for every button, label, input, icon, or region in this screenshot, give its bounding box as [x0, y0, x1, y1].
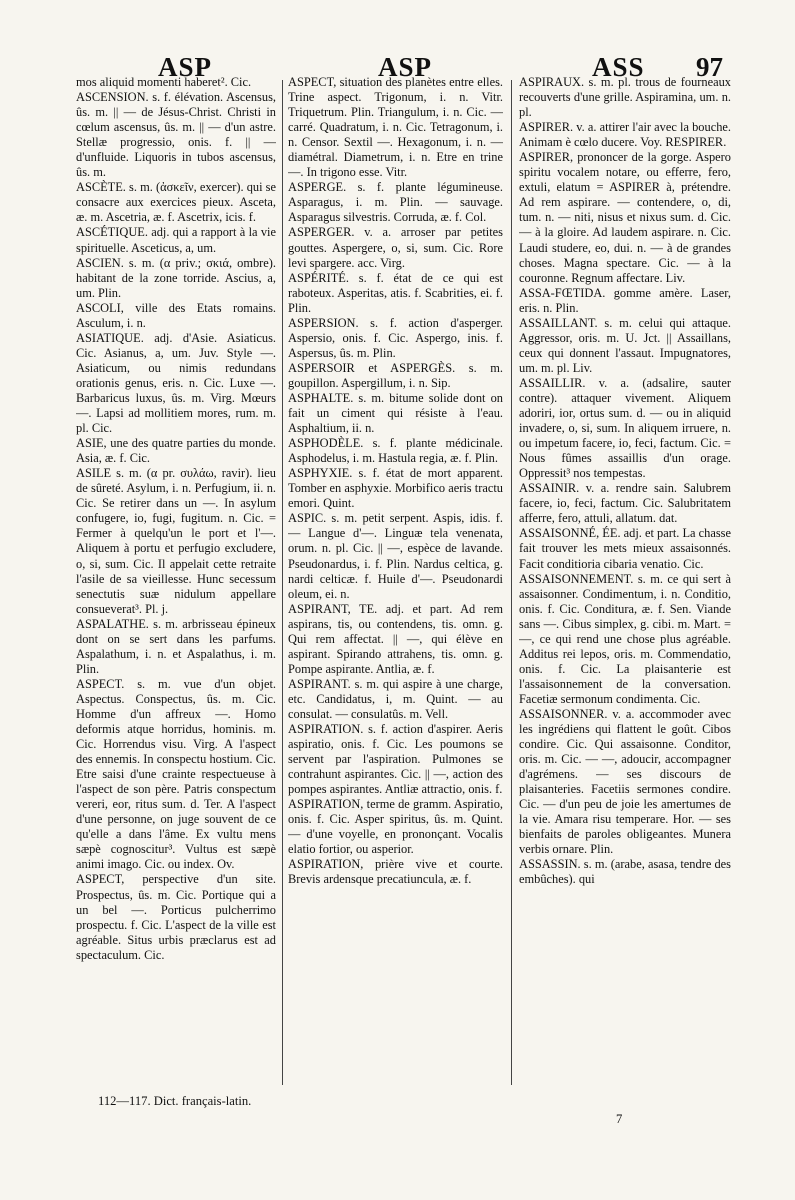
column-divider-1	[282, 80, 283, 1085]
entry: ASPERSOIR et ASPERGÈS. s. m. goupillon. Aspergillum, i. n. Sip.	[288, 360, 503, 390]
entry: ASPIRER, prononcer de la gorge. Aspero spiritu vocalem notare, ou efferre, fero, extuli, elatum = ASPIRER à, prétendre. Ad rem aspirare. — contendere, o, di, tum. n. — niti, nisus et nixus sum. d. Cic. — à la gloire. Ad laudem aspirare. n. Cic. Laudi studere, eo, dui. n. — à de grandes choses. Magna spectare. Cic. — à la couronne. Regnum affectare. Liv.	[519, 150, 731, 285]
entry: ASPIRATION. s. f. action d'aspirer. Aeris aspiratio, onis. f. Cic. Les poumons se servent par l'aspiration. Pulmones se contrahunt aspirantes. Cic. || —, action des pompes aspirantes. Antliæ attractio, onis. f.	[288, 722, 503, 797]
entry: ASSAISONNER. v. a. accommoder avec les ingrédiens qui flattent le goût. Cibos condire. Cic. Qui assaisonne. Conditor, oris. m. Cic. — —, adoucir, accompagner d'agrémens. — ses discours de plaisanteries. Facetiis sermones condire. Cic. — d'un peu de joie les amertumes de la vie. Amara risu temperare. Hor. — ses bienfaits de paroles obligeantes. Munera verbis ornare. Plin.	[519, 706, 731, 857]
entry: ASPECT, situation des planètes entre elles. Trine aspect. Trigonum, i. n. Vitr. Triquetrum. Plin. Triangulum, i. n. Cic. — carré. Quadratum, i. n. Cic. Tetragonum, i. n. Censor. Sextil —. Hexagonum, i. n. — diamétral. Diametrum, i. n. Etre en trine —. In trigono esse. Vitr.	[288, 75, 503, 180]
entry: ASSAISONNÉ, ÉE. adj. et part. La chasse fait trouver les mets mieux assaisonnés. Facit conditioria cibaria venatio. Cic.	[519, 526, 731, 571]
entry: ASSAISONNEMENT. s. m. ce qui sert à assaisonner. Condimentum, i. n. Conditio, onis. f. Cic. Conditura, æ. f. Sen. Viande sans —. Cibus simplex, g. cibi. m. Mart. = —, ce qui rend une chose plus agréable. Additus rei lepos, oris. m. Commendatio, onis. f. Cic. La plaisanterie est l'assaisonnement de la conversation. Facetiæ sermonum condimenta. Cic.	[519, 571, 731, 706]
column-3	[519, 75, 731, 1090]
page-number: 97	[696, 52, 723, 82]
entry: ASILE s. m. (α pr. συλάω, ravir). lieu de sûreté. Asylum, i. n. Perfugium, ii. n. Cic. Se retirer dans un —. In asylum confugere, io, fugi, fugitum. n. Cic. = Fermer à quelqu'un le port et l'—. Aliquem à portu et perfugio excludere, o, si, sum. Cic. Il appelait cette retraite l'asile de sa vieillesse. Hunc secessum senectutis suæ nidulum appellare consueverat³. Pl. j.	[76, 466, 276, 616]
entry: ASPERGER. v. a. arroser par petites gouttes. Aspergere, o, si, sum. Cic. Rore levi spargere. acc. Virg.	[288, 225, 503, 270]
column-2	[288, 75, 503, 1090]
entry: ASCÈTE. s. m. (ἀσκεῖν, exercer). qui se consacre aux exercices pieux. Asceta, æ. m. Ascetria, æ. f. Ascetrix, icis. f.	[76, 180, 276, 225]
entry: mos aliquid momenti haberet². Cic.	[76, 75, 252, 89]
column-1	[76, 75, 276, 1090]
entry: ASPHALTE. s. m. bitume solide dont on fait un ciment qui résiste à l'eau. Asphaltium, ii. n.	[288, 390, 503, 436]
entry: ASPIRANT. s. m. qui aspire à une charge, etc. Candidatus, i, m. Quint. — au consulat. — consulatûs. m. Vell.	[288, 676, 503, 721]
entry: ASIE, une des quatre parties du monde. Asia, æ. f. Cic.	[76, 436, 276, 466]
entry: ASPERGE. s. f. plante légumineuse. Asparagus, i. m. Plin. — sauvage. Asparagus silvestris. Corruda, æ. f. Col.	[288, 180, 503, 225]
entry: ASSAILLIR. v. a. (adsalire, sauter contre). attaquer vivement. Aliquem adoriri, ior, ortus sum. d. — ou in aliquid invadere, o, si, sum. In aliquem irruere, n. ou impetum facere, io, feci, factum. Cic. = Nous fûmes assaillis d'un orage. Oppressit³ nos tempestas.	[519, 375, 731, 481]
entry: ASPIRAUX. s. m. pl. trous de fourneaux recouverts d'une grille. Aspiramina, um. n. pl.	[519, 75, 731, 120]
entry: ASPIRANT, TE. adj. et part. Ad rem aspirans, tis, ou contendens, tis. omn. g. Qui rem affectat. || —, qui élève en aspirant. Spirando attrahens, tis. omn. g. Pompe aspirante. Antlia, æ. f.	[288, 601, 503, 676]
printer-signature: 112—117. Dict. français-latin.	[98, 1094, 252, 1108]
header-guide-word-left: ASP	[158, 52, 213, 82]
entry: ASCOLI, ville des Etats romains. Asculum, i. n.	[76, 300, 276, 330]
entry: ASPIRATION, prière vive et courte. Brevis ardensque precatiuncula, æ. f.	[288, 857, 503, 887]
entry: ASPECT, perspective d'un site. Prospectus, ûs. m. Cic. Portique qui a un bel —. Porticus pulcherrimo prospectu. f. Cic. L'aspect de la ville est agréable. Situs urbis præclarus est ad spectaculum. Cic.	[76, 872, 276, 962]
entry: ASPIC. s. m. petit serpent. Aspis, idis. f. — Langue d'—. Linguæ tela venenata, orum. n. pl. Cic. || —, espèce de lavande. Pseudonardus, i. f. Plin. Nardus celtica, g. nardi celticæ. f. Huile d'—. Pseudonardi oleum, ei. n.	[288, 511, 503, 601]
entry: ASPHODÈLE. s. f. plante médicinale. Asphodelus, i. m. Hastula regia, æ. f. Plin.	[288, 436, 503, 466]
entry: ASPERSION. s. f. action d'asperger. Aspersio, onis. f. Cic. Aspergo, inis. f. Aspersus, ûs. m. Plin.	[288, 315, 503, 360]
entry: ASSA-FŒTIDA. gomme amère. Laser, eris. n. Plin.	[519, 285, 731, 315]
entry: ASCENSION. s. f. élévation. Ascensus, ûs. m. || — de Jésus-Christ. Christi in cœlum ascensus, ûs. m. || — d'un astre. Stellæ progressio, onis. f. || — d'unfluide. Liquoris in tubos ascensus, ûs. m.	[76, 90, 276, 180]
entry: ASSAILLANT. s. m. celui qui attaque. Aggressor, oris. m. U. Jct. || Assaillans, ceux qui donnent l'assaut. Impugnatores, um. m. pl. Liv.	[519, 315, 731, 375]
entry: ASCIEN. s. m. (α priv.; σκιά, ombre). habitant de la zone torride. Ascius, a, um. Plin.	[76, 255, 276, 300]
column-divider-2	[511, 80, 512, 1085]
entry: ASPALATHE. s. m. arbrisseau épineux dont on se sert dans les parfums. Aspalathum, i. n. et Aspalathus, i. m. Plin.	[76, 616, 276, 676]
entry: ASPHYXIE. s. f. état de mort apparent. Tomber en asphyxie. Morbifico aeris tractu emori. Quint.	[288, 466, 503, 511]
header-guide-word-right: ASS	[592, 52, 645, 82]
entry: ASPIRATION, terme de gramm. Aspiratio, onis. f. Cic. Asper spiritus, ûs. m. Quint. — d'une voyelle, en prononçant. Vocalis elatio fortior, ou asperior.	[288, 797, 503, 857]
entry: ASIATIQUE. adj. d'Asie. Asiaticus. Cic. Asianus, a, um. Juv. Style —. Asiaticum, ou nimis redundans orationis genus, eris. n. Cic. Luxe —. Barbaricus luxus, ûs. m. Virg. Mœurs —. Lapsi ad mollitiem mores, rum. m. pl. Cic.	[76, 330, 276, 436]
header-guide-word-center: ASP	[378, 52, 433, 82]
entry: ASPECT. s. m. vue d'un objet. Aspectus. Conspectus, ûs. m. Cic. Homme d'un affreux —. Homo deformis atque horridus, hominis. m. Cic. Horrendus visu. Virg. A l'aspect des ennemis. In conspectu hostium. Cic. Etre saisi d'une crainte respectueuse à l'aspect de son père. Patris conspectum vereri, eor, ritus sum. d. Ter. A l'aspect d'une personne, on juge souvent de ce qu'elle a dans l'âme. Ex vultu mens sæpè cognoscitur³. Vultus est sæpè animi imago. Cic. ou index. Ov.	[76, 676, 276, 872]
entry: ASSASSIN. s. m. (arabe, asasa, tendre des embûches). qui	[519, 857, 731, 887]
entry: ASPIRER. v. a. attirer l'air avec la bouche. Animam è cœlo ducere. Voy. RESPIRER.	[519, 120, 731, 150]
sheet-number: 7	[616, 1112, 623, 1126]
entry: ASPÉRITÉ. s. f. état de ce qui est raboteux. Asperitas, atis. f. Scabrities, ei. f. Plin.	[288, 270, 503, 315]
entry: ASCÉTIQUE. adj. qui a rapport à la vie spirituelle. Asceticus, a, um.	[76, 225, 276, 255]
entry: ASSAINIR. v. a. rendre sain. Salubrem facere, io, feci, factum. Cic. Salubritatem afferre, fero, attuli, allatum. dat.	[519, 481, 731, 526]
